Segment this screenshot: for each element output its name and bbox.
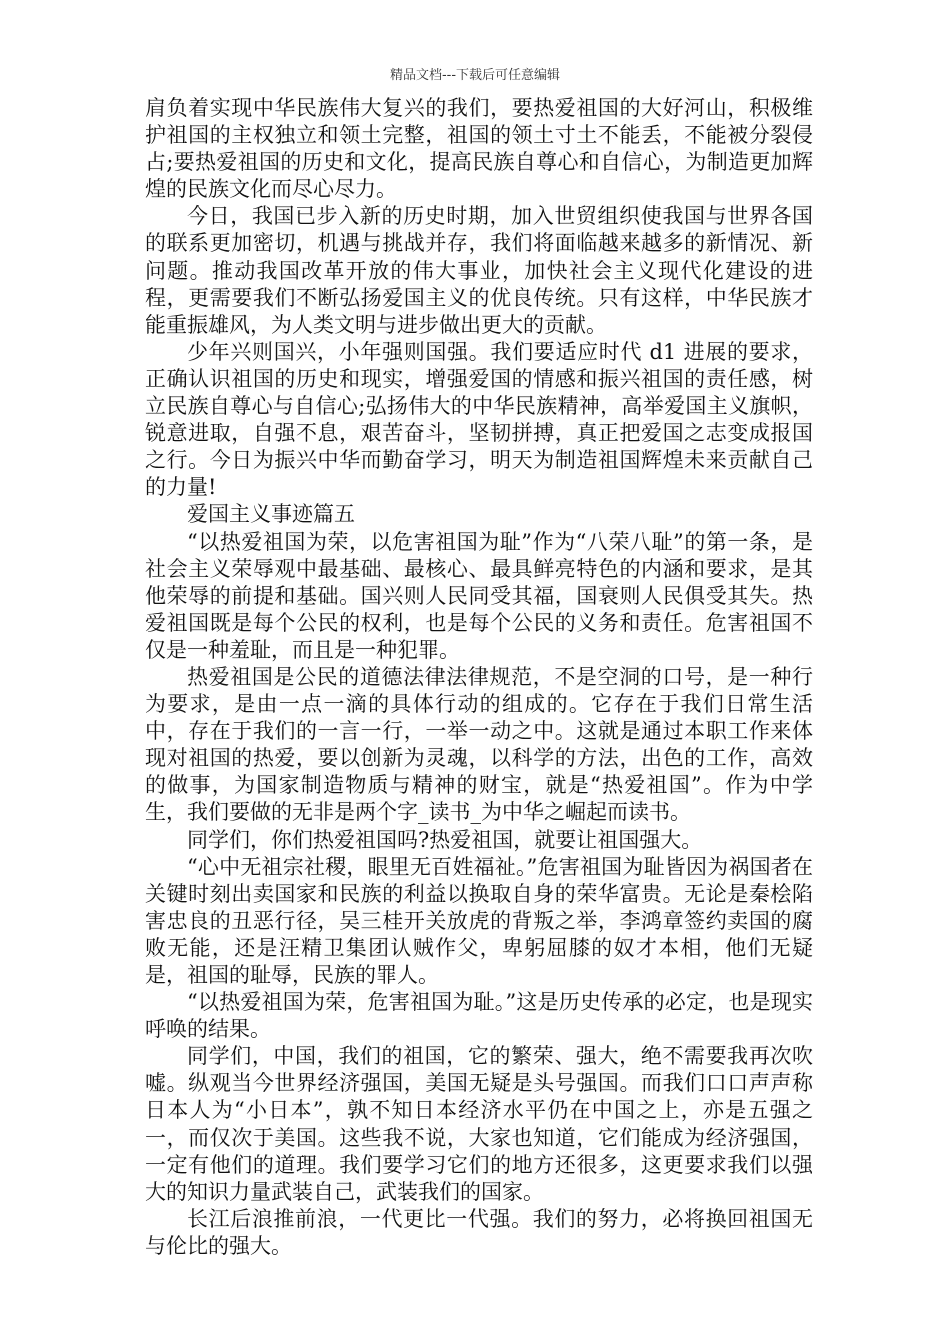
paragraph: 今日，我国已步入新的历史时期，加入世贸组织使我国与世界各国的联系更加密切，机遇与挑战并存，我们将面临越来越多的新情况、新问题。推动我国改革开放的伟大事业，加快社会主义现代化建设的进程，更需要我们不断弘扬爱国主义的优良传统。只有这样，中华民族才能重振雄风，为人类文明与进步做出更大的贡献。 xyxy=(145,204,813,337)
paragraph: “以热爱祖国为荣，以危害祖国为耻”作为“八荣八耻”的第一条，是社会主义荣辱观中最基础、最核心、最具鲜亮特色的内涵和要求，是其他荣辱的前提和基础。国兴则人民同受其福，国衰则人民俱受其失。热爱祖国既是每个公民的权利，也是每个公民的义务和责任。危害祖国不仅是一种羞耻，而且是一种犯罪。 xyxy=(145,529,813,662)
paragraph: 长江后浪推前浪，一代更比一代强。我们的努力，必将换回祖国无与伦比的强大。 xyxy=(145,1206,813,1258)
paragraph: 肩负着实现中华民族伟大复兴的我们，要热爱祖国的大好河山，积极维护祖国的主权独立和领土完整，祖国的领土寸土不能丢，不能被分裂侵占;要热爱祖国的历史和文化，提高民族自尊心和自信心，为制造更加辉煌的民族文化而尽心尽力。 xyxy=(145,96,813,202)
document-body xyxy=(145,95,813,1260)
paragraph: 同学们，中国，我们的祖国，它的繁荣、强大，绝不需要我再次吹嘘。纵观当今世界经济强国，美国无疑是头号强国。而我们口口声声称日本人为“小日本”，孰不知日本经济水平仍在中国之上，亦是五强之一，而仅次于美国。这些我不说，大家也知道，它们能成为经济强国，一定有他们的道理。我们要学习它们的地方还很多，这更要求我们以强大的知识力量武装自己，武装我们的国家。 xyxy=(145,1044,813,1204)
paragraph: 热爱祖国是公民的道德法律法律规范，不是空洞的口号，是一种行为要求，是由一点一滴的具体行动的组成的。它存在于我们日常生活中，存在于我们的一言一行，一举一动之中。这就是通过本职工作来体现对祖国的热爱，要以创新为灵魂，以科学的方法，出色的工作，高效的做事，为国家制造物质与精神的财宝，就是“热爱祖国”。作为中学生，我们要做的无非是两个字_读书_为中华之崛起而读书。 xyxy=(145,664,813,825)
section-heading: 爱国主义事迹篇五 xyxy=(187,502,355,527)
paragraph: “心中无祖宗社稷，眼里无百姓福祉。”危害祖国为耻皆因为祸国者在关键时刻出卖国家和民族的利益以换取自身的荣华富贵。无论是秦桧陷害忠良的丑恶行径，吴三桂开关放虎的背叛之举，李鸿章签约卖国的腐败无能，还是汪精卫集团认贼作父，卑躬屈膝的奴才本相，他们无疑是，祖国的耻辱，民族的罪人。 xyxy=(145,854,813,987)
page-header: 精品文档---下载后可任意编辑 xyxy=(389,68,561,83)
paragraph: 同学们，你们热爱祖国吗?热爱祖国，就要让祖国强大。 xyxy=(187,827,703,852)
paragraph: “以热爱祖国为荣，危害祖国为耻。”这是历史传承的必定，也是现实呼唤的结果。 xyxy=(145,990,813,1042)
paragraph: 少年兴则国兴，小年强则国强。我们要适应时代 d1 进展的要求，正确认识祖国的历史和现实，增强爱国的情感和振兴祖国的责任感，树立民族自尊心与自信心;弘扬伟大的中华民族精神，高举爱国主义旗帜，锐意进取，自强不息，艰苦奋斗，坚韧拼搏，真正把爱国之志变成报国之行。今日为振兴中华而勤奋学习，明天为制造祖国辉煌未来贡献自己的力量! xyxy=(145,339,813,500)
